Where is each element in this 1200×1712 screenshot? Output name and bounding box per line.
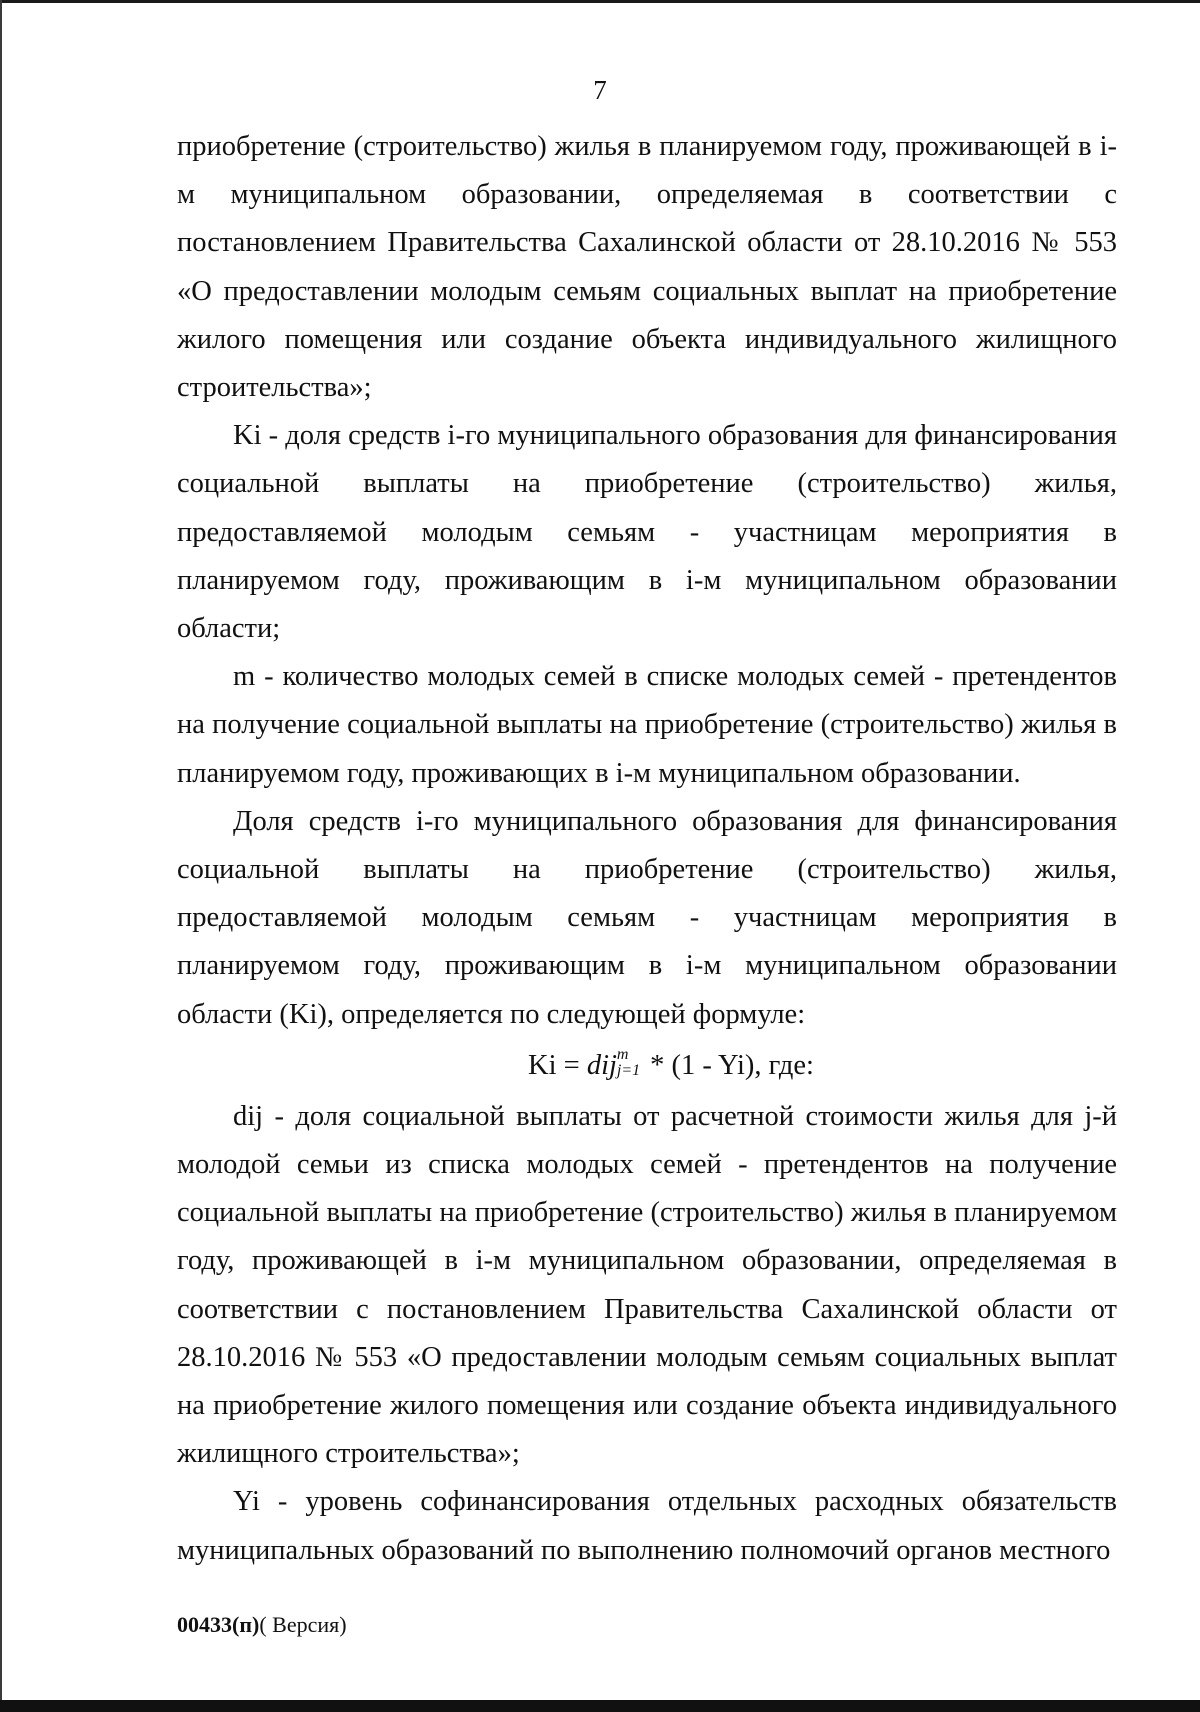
paragraph-yi-definition: Yi - уровень софинансирования отдельных расходных обязательств муниципальных образований по выполнению полномочий органов местного [177, 1486, 1117, 1566]
paragraph-dij-definition: dij - доля социальной выплаты от расчетной стоимости жилья для j-й молодой семьи из списка молодых семей - претендентов на получение социальной выплаты на приобретение (строительство) жилья в планируемом году, проживающей в i-м муниципальном образовании, определяемая в соответствии с постановлением Правительства Сахалинской области от 28.10.2016 № 553 «О предоставлении молодым семьям социальных выплат на приобретение жилого помещения или создание объекта индивидуального жилищного строительства»; [177, 1100, 1117, 1470]
footer-version: ( Версия) [259, 1612, 347, 1637]
document-body [177, 123, 1117, 1575]
formula-lower-limit: j=1 [616, 1062, 641, 1080]
page-number: 7 [593, 75, 607, 105]
formula-term: dij [586, 1049, 617, 1081]
formula-rest: * (1 - Yi), где: [650, 1049, 814, 1081]
paragraph-ki-definition: Ki - доля средств i-го муниципального образования для финансирования социальной выплаты на приобретение (строительство) жилья, предоставляемой молодым семьям - участницам мероприятия в планируемом году, проживающим в i-м муниципальном образовании области; [177, 420, 1117, 645]
scan-edge-bottom [0, 1700, 1200, 1712]
formula-limits [617, 1047, 640, 1079]
formula-ki [177, 1039, 1117, 1093]
formula-upper-limit: m [616, 1046, 629, 1064]
footer-document-code: 00433(п) [177, 1612, 260, 1637]
formula-lhs: Ki = [528, 1049, 587, 1081]
scan-edge-left [0, 0, 2, 1712]
paragraph-ki-formula-intro: Доля средств i-го муниципального образования для финансирования социальной выплаты на приобретение (строительство) жилья, предоставляемой молодым семьям - участницам мероприятия в планируемом году, проживающим в i-м муниципальном образовании области (Ki), определяется по следующей формуле: [177, 805, 1117, 1030]
scan-edge-top [0, 0, 1200, 3]
paragraph-continuation: приобретение (строительство) жилья в планируемом году, проживающей в i-м муниципальном образовании, определяемая в соответствии с постановлением Правительства Сахалинской области от 28.10.2016 № 553 «О предоставлении молодым семьям социальных выплат на приобретение жилого помещения или создание объекта индивидуального жилищного строительства»; [177, 131, 1117, 404]
paragraph-m-definition: m - количество молодых семей в списке молодых семей - претендентов на получение социальной выплаты на приобретение (строительство) жилья в планируемом году, проживающих в i-м муниципальном образовании. [177, 661, 1117, 789]
document-footer [177, 1610, 347, 1640]
